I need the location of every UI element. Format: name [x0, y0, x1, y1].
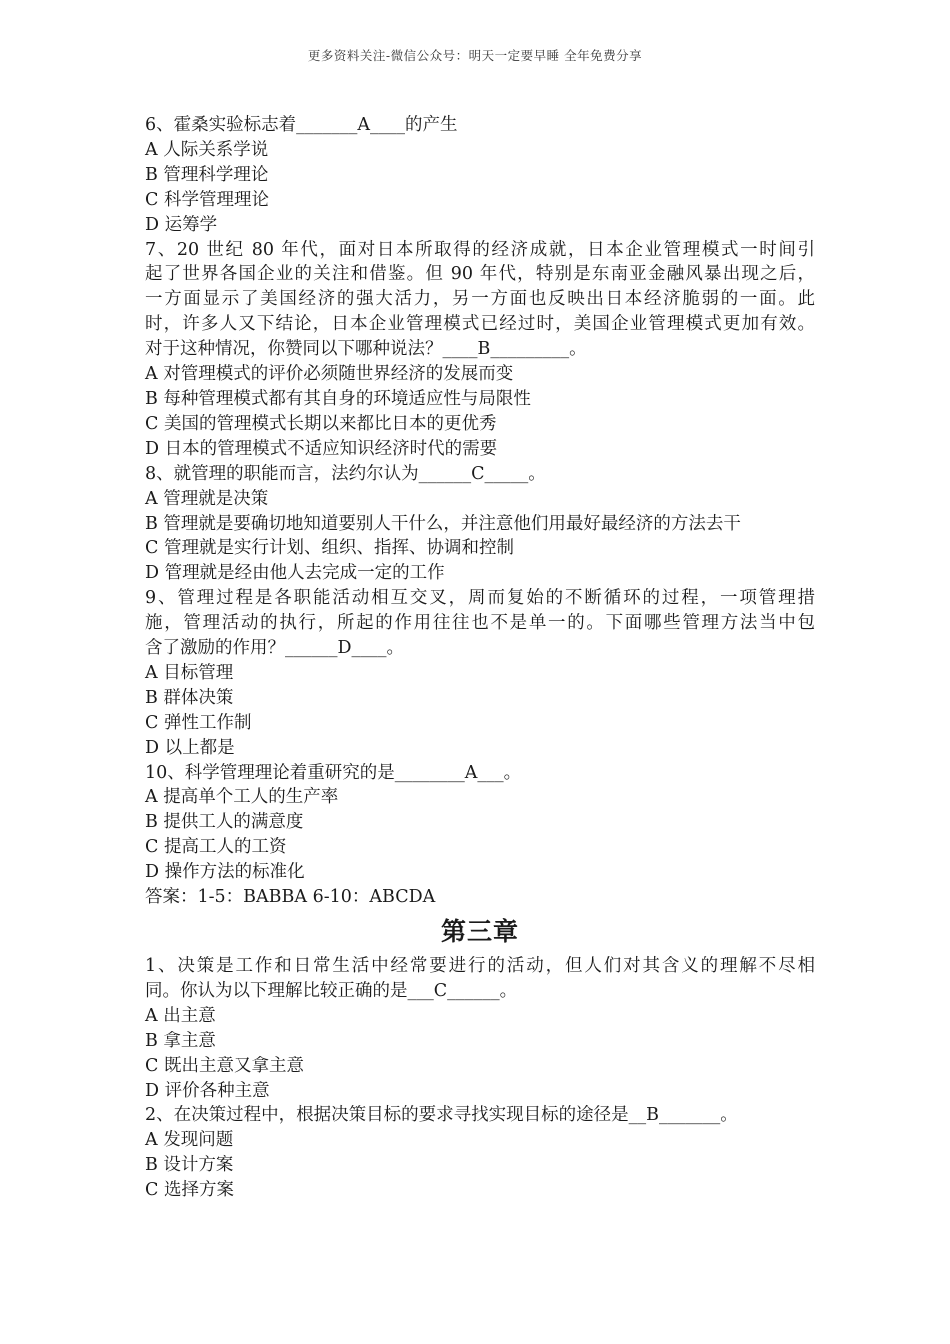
question-stem-line: 同。你认为以下理解比较正确的是___C______。	[145, 980, 518, 1001]
document-body	[145, 113, 815, 1203]
option-d: D 日本的管理模式不适应知识经济时代的需要	[145, 438, 498, 459]
question-stem-line: 起了世界各国企业的关注和借鉴。但 90 年代，特别是东南亚金融风暴出现之后，	[145, 264, 815, 285]
question-stem-line: 1、决策是工作和日常生活中经常要进行的活动，但人们对其含义的理解不尽相	[145, 956, 815, 976]
option-d: D 评价各种主意	[145, 1080, 270, 1101]
option-a: A 人际关系学说	[145, 139, 269, 160]
question-7	[145, 238, 815, 462]
option-a: A 目标管理	[145, 662, 234, 683]
option-c: C 管理就是实行计划、组织、指挥、协调和控制	[145, 538, 514, 559]
chapter-title: 第三章	[440, 917, 519, 946]
option-b: B 管理就是要确切地知道要别人干什么，并注意他们用最好最经济的方法去干	[145, 513, 741, 534]
chapter3-question-2	[145, 1103, 815, 1203]
question-stem-line: 含了激励的作用？______D____。	[145, 638, 405, 659]
option-d: D 管理就是经由他人去完成一定的工作	[145, 563, 445, 584]
option-b: B 提供工人的满意度	[145, 812, 304, 833]
option-d: D 运筹学	[145, 214, 218, 235]
option-b: B 管理科学理论	[145, 164, 269, 185]
option-c: C 提高工人的工资	[145, 837, 287, 858]
answer-key: 答案：1-5：BABBA 6-10：ABCDA	[145, 887, 436, 908]
question-stem-line: 施，管理活动的执行，所起的作用往往也不是单一的。下面哪些管理方法当中包	[145, 613, 815, 634]
option-c: C 美国的管理模式长期以来都比日本的更优秀	[145, 413, 497, 434]
option-b: B 设计方案	[145, 1155, 234, 1176]
question-stem-line: 对于这种情况，你赞同以下哪种说法？____B_________。	[145, 339, 587, 360]
option-a: A 管理就是决策	[145, 488, 269, 509]
question-stem: 2、在决策过程中，根据决策目标的要求寻找实现目标的途径是__B_______。	[145, 1105, 738, 1126]
option-a: A 提高单个工人的生产率	[145, 787, 339, 808]
question-stem-line: 9、管理过程是各职能活动相互交叉，周而复始的不断循环的过程，一项管理措	[145, 588, 815, 609]
option-a: A 出主意	[145, 1005, 216, 1026]
question-stem: 8、就管理的职能而言，法约尔认为______C_____。	[145, 463, 546, 484]
option-d: D 操作方法的标准化	[145, 862, 305, 883]
question-stem: 10、科学管理理论着重研究的是________A___。	[145, 762, 522, 783]
question-stem: 6、霍桑实验标志着_______A____的产生	[145, 115, 458, 135]
question-stem-line: 时，许多人又下结论，日本企业管理模式已经过时，美国企业管理模式更加有效。	[145, 314, 815, 335]
option-b: B 拿主意	[145, 1030, 216, 1051]
option-b: B 群体决策	[145, 687, 234, 708]
question-6	[145, 113, 815, 238]
question-stem-line: 一方面显示了美国经济的强大活力，另一方面也反映出日本经济脆弱的一面。此	[145, 289, 815, 310]
question-8	[145, 462, 815, 587]
chapter3-question-1	[145, 954, 815, 1103]
option-a: A 对管理模式的评价必须随世界经济的发展而变	[145, 364, 514, 385]
page-header: 更多资料关注-微信公众号：明天一定要早睡 全年免费分享	[307, 48, 643, 63]
option-c: C 选择方案	[145, 1180, 234, 1201]
option-c: C 科学管理理论	[145, 189, 269, 210]
option-b: B 每种管理模式都有其自身的环境适应性与局限性	[145, 388, 531, 409]
question-stem-line: 7、20 世纪 80 年代，面对日本所取得的经济成就，日本企业管理模式一时间引	[145, 239, 815, 260]
option-a: A 发现问题	[145, 1130, 234, 1151]
question-10	[145, 761, 815, 886]
option-c: C 弹性工作制	[145, 712, 252, 733]
question-9	[145, 586, 815, 760]
option-d: D 以上都是	[145, 737, 235, 758]
option-c: C 既出主意又拿主意	[145, 1055, 304, 1076]
